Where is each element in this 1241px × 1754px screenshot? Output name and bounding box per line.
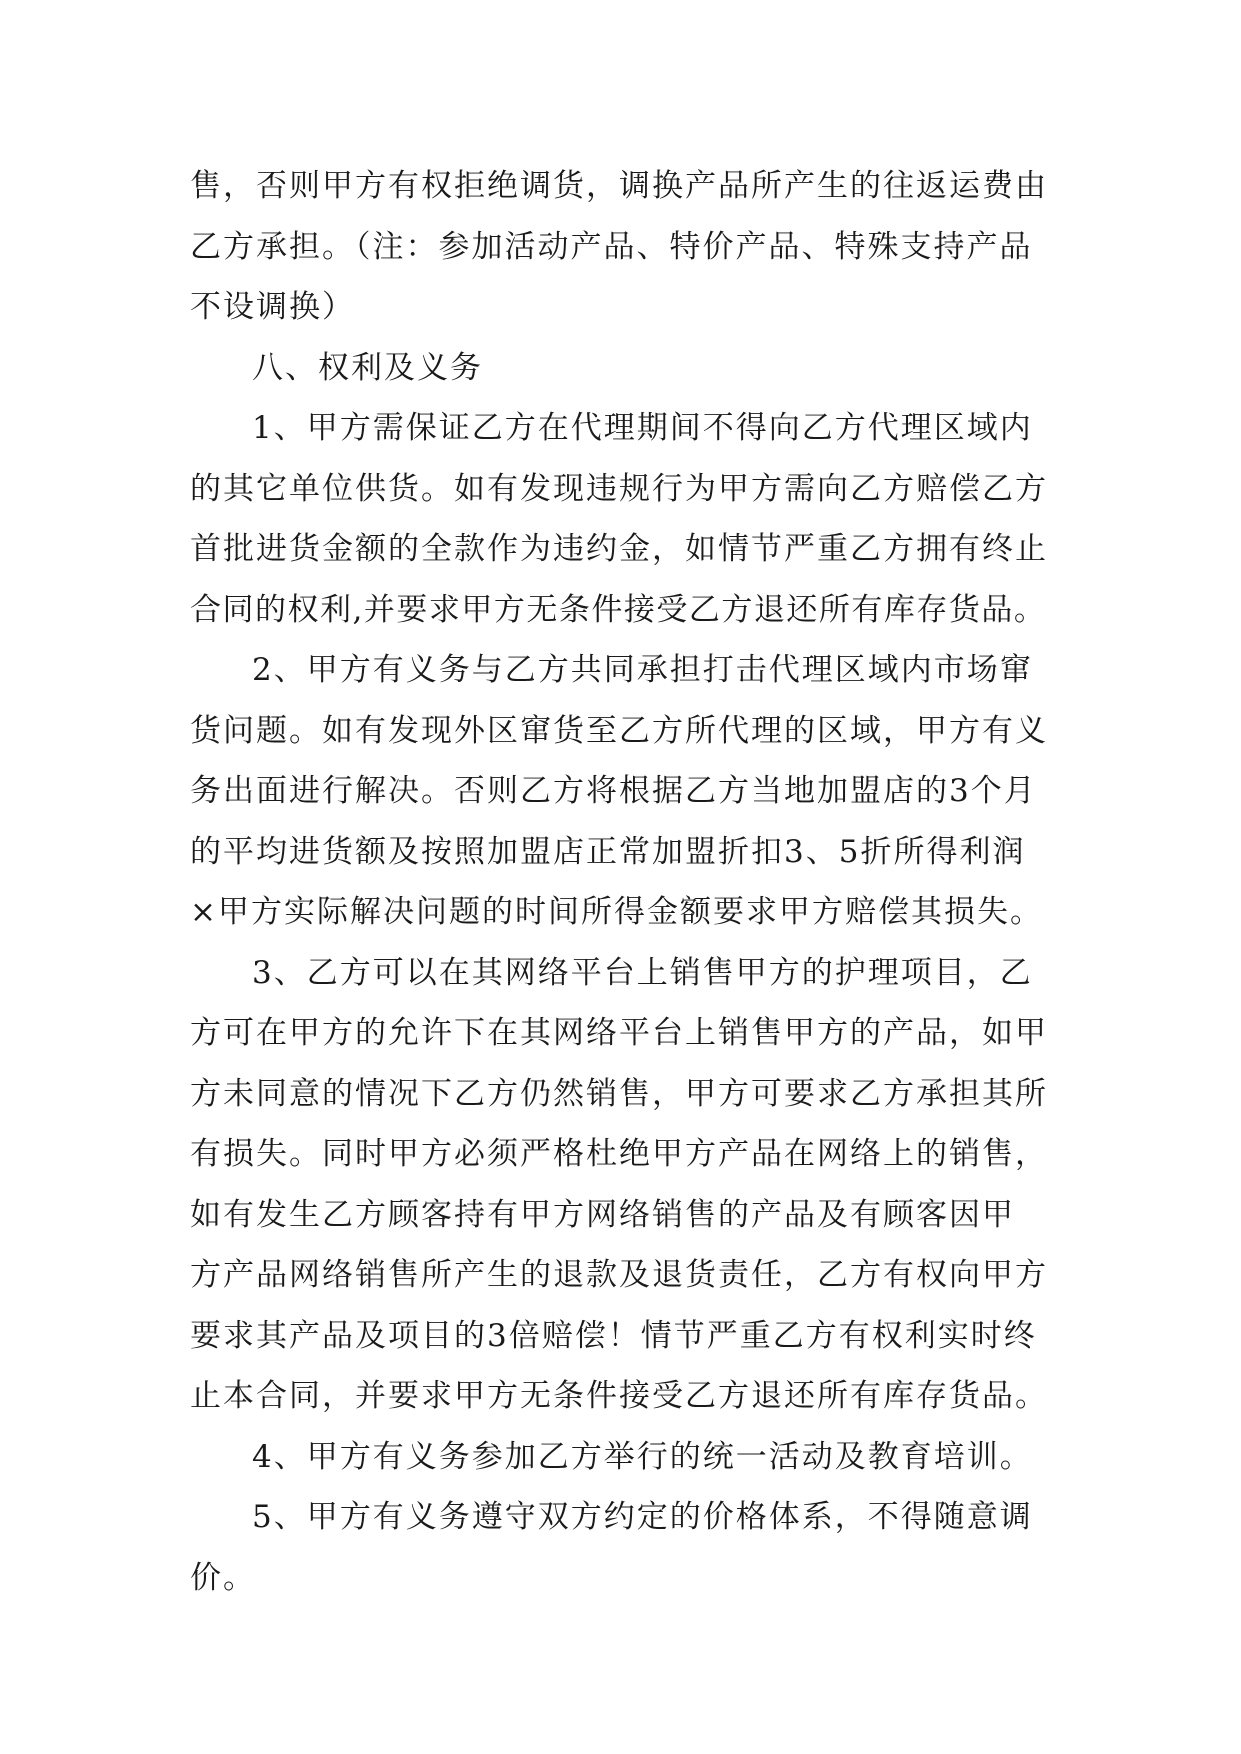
text-line: 方未同意的情况下乙方仍然销售，甲方可要求乙方承担其所 [190,1075,1048,1112]
text-line: 方可在甲方的允许下在其网络平台上销售甲方的产品，如甲 [190,1015,1048,1051]
text-line: 3、乙方可以在其网络平台上销售甲方的护理项目，乙 [252,954,1033,991]
text-line: 务出面进行解决。否则乙方将根据乙方当地加盟店的3个月 [190,773,1037,809]
text-line: 要求其产品及项目的3倍赔偿！情节严重乙方有权利实时终 [190,1317,1037,1354]
text-line: 的其它单位供货。如有发现违规行为甲方需向乙方赔偿乙方 [190,470,1048,507]
text-line: 合同的权利,并要求甲方无条件接受乙方退还所有库存货品。 [190,591,1047,628]
text-line: 售，否则甲方有权拒绝调货，调换产品所产生的往返运费由 [190,168,1048,204]
text-line: ×甲方实际解决问题的时间所得金额要求甲方赔偿其损失。 [190,894,1043,930]
text-line: 1、甲方需保证乙方在代理期间不得向乙方代理区域内 [252,410,1033,446]
text-line: 如有发生乙方顾客持有甲方网络销售的产品及有顾客因甲 [190,1196,1015,1233]
text-line: 有损失。同时甲方必须严格杜绝甲方产品在网络上的销售， [190,1136,1048,1172]
text-line: 首批进货金额的全款作为违约金，如情节严重乙方拥有终止 [190,531,1048,567]
text-line: 乙方承担。（注：参加活动产品、特价产品、特殊支持产品 [190,228,1033,265]
text-line: 的平均进货额及按照加盟店正常加盟折扣3、5折所得利润 [190,833,1026,870]
text-line: 价。 [190,1559,256,1596]
text-line: 2、甲方有义务与乙方共同承担打击代理区域内市场窜 [252,652,1033,688]
text-line: 方产品网络销售所产生的退款及退货责任，乙方有权向甲方 [190,1257,1048,1293]
text-line: 止本合同，并要求甲方无条件接受乙方退还所有库存货品。 [190,1378,1048,1414]
text-line: 5、甲方有义务遵守双方约定的价格体系，不得随意调 [252,1499,1033,1535]
text-line: 不设调换） [190,289,355,325]
text-line: 货问题。如有发现外区窜货至乙方所代理的区域，甲方有义 [190,712,1048,749]
section-heading: 八、权利及义务 [252,349,483,386]
text-line: 4、甲方有义务参加乙方举行的统一活动及教育培训。 [252,1438,1033,1475]
contract-text [190,156,1052,1608]
